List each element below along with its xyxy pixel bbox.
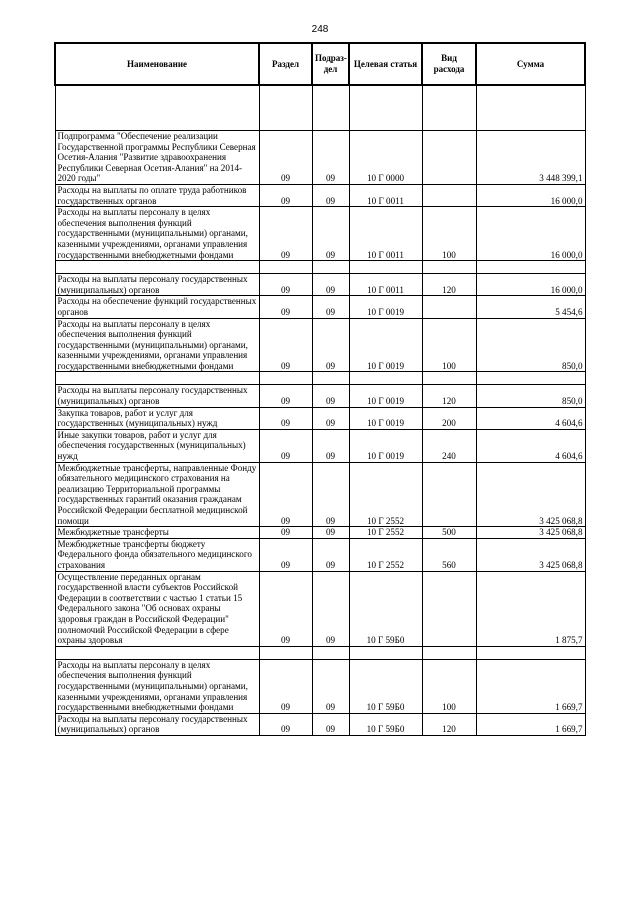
cell-kind: [422, 462, 476, 527]
cell-kind: 200: [422, 407, 476, 429]
cell-section: 09: [259, 184, 312, 206]
spacer-cell: [422, 261, 476, 274]
budget-table: [54, 42, 586, 736]
cell-kind: 240: [422, 429, 476, 462]
cell-subsection: 09: [312, 462, 349, 527]
spacer-cell: [422, 646, 476, 659]
spacer-cell: [422, 85, 476, 131]
cell-target: 10 Г 59Б0: [349, 659, 422, 713]
table-row: [55, 385, 585, 407]
cell-name: Расходы на обеспечение функций государственных органов: [55, 296, 259, 318]
cell-target: 10 Г 2552: [349, 462, 422, 527]
cell-kind: [422, 131, 476, 185]
spacer-cell: [312, 646, 349, 659]
cell-kind: 100: [422, 659, 476, 713]
page-number: 248: [311, 24, 329, 35]
cell-subsection: 09: [312, 538, 349, 571]
cell-name: Межбюджетные трансферты: [55, 527, 259, 539]
cell-sum: 3 425 068,8: [476, 527, 585, 539]
cell-section: 09: [259, 296, 312, 318]
header-section: Раздел: [259, 43, 312, 85]
cell-sum: 3 425 068,8: [476, 538, 585, 571]
table-row: [55, 184, 585, 206]
cell-name: Расходы на выплаты персоналу в целях обеспечения выполнения функций государственными (муниципальными) органами, казенными учреждениями, органами управления государственными внебюджетными фондами: [55, 659, 259, 713]
cell-sum: 3 448 399,1: [476, 131, 585, 185]
cell-section: 09: [259, 538, 312, 571]
cell-target: 10 Г 59Б0: [349, 571, 422, 646]
header-name: Наименование: [55, 43, 259, 85]
cell-target: 10 Г 0019: [349, 429, 422, 462]
cell-subsection: 09: [312, 407, 349, 429]
spacer-cell: [312, 261, 349, 274]
spacer-cell: [259, 85, 312, 131]
cell-target: 10 Г 2552: [349, 538, 422, 571]
table-body: [55, 85, 585, 735]
cell-target: 10 Г 0011: [349, 184, 422, 206]
header-subsection: Подраз-дел: [312, 43, 349, 85]
spacer-cell: [259, 646, 312, 659]
spacer-cell: [55, 85, 259, 131]
cell-sum: 1 875,7: [476, 571, 585, 646]
spacer-cell: [55, 261, 259, 274]
cell-target: 10 Г 0019: [349, 385, 422, 407]
cell-sum: 16 000,0: [476, 184, 585, 206]
cell-target: 10 Г 0011: [349, 207, 422, 261]
cell-kind: [422, 184, 476, 206]
cell-subsection: 09: [312, 527, 349, 539]
cell-kind: 120: [422, 385, 476, 407]
cell-sum: 4 604,6: [476, 407, 585, 429]
cell-target: 10 Г 59Б0: [349, 713, 422, 735]
cell-name: Межбюджетные трансферты, направленные Фонду обязательного медицинского страхования на реализацию Территориальной программы государственных гарантий оказания гражданам Российской Федерации бесплатной медицинской помощи: [55, 462, 259, 527]
cell-subsection: 09: [312, 713, 349, 735]
table-row: [55, 318, 585, 372]
header-sum: Сумма: [476, 43, 585, 85]
cell-subsection: 09: [312, 571, 349, 646]
cell-section: 09: [259, 713, 312, 735]
cell-section: 09: [259, 462, 312, 527]
table-row: [55, 429, 585, 462]
cell-section: 09: [259, 527, 312, 539]
cell-subsection: 09: [312, 429, 349, 462]
spacer-cell: [349, 646, 422, 659]
spacer-cell: [312, 372, 349, 385]
header-target: Целевая статья: [349, 43, 422, 85]
cell-name: Расходы на выплаты персоналу в целях обеспечения выполнения функций государственными (муниципальными) органами, казенными учреждениями, органами управления государственными внебюджетными фондами: [55, 207, 259, 261]
cell-kind: [422, 296, 476, 318]
cell-sum: 3 425 068,8: [476, 462, 585, 527]
table-row: [55, 659, 585, 713]
spacer-cell: [349, 261, 422, 274]
spacer-cell: [349, 372, 422, 385]
cell-name: Осуществление переданных органам государственной власти субъектов Российской Федерации в соответствии с частью 1 статьи 15 Федерального закона "Об основах охраны здоровья граждан в Российской Федерации" полномочий Российской Федерации в сфере охраны здоровья: [55, 571, 259, 646]
cell-subsection: 09: [312, 274, 349, 296]
cell-section: 09: [259, 131, 312, 185]
cell-name: Расходы на выплаты по оплате труда работников государственных органов: [55, 184, 259, 206]
cell-name: Расходы на выплаты персоналу государственных (муниципальных) органов: [55, 713, 259, 735]
cell-sum: 4 604,6: [476, 429, 585, 462]
header-kind: Вид расхода: [422, 43, 476, 85]
cell-subsection: 09: [312, 659, 349, 713]
cell-name: Расходы на выплаты персоналу в целях обеспечения выполнения функций государственными (муниципальными) органами, казенными учреждениями, органами управления государственными внебюджетными фондами: [55, 318, 259, 372]
spacer-cell: [476, 646, 585, 659]
cell-section: 09: [259, 407, 312, 429]
cell-kind: 100: [422, 318, 476, 372]
spacer-cell: [259, 261, 312, 274]
table-row: [55, 713, 585, 735]
cell-subsection: 09: [312, 318, 349, 372]
cell-subsection: 09: [312, 296, 349, 318]
spacer-cell: [476, 372, 585, 385]
cell-section: 09: [259, 385, 312, 407]
cell-target: 10 Г 0019: [349, 318, 422, 372]
cell-sum: 1 669,7: [476, 713, 585, 735]
cell-target: 10 Г 0019: [349, 407, 422, 429]
table-row: [55, 296, 585, 318]
cell-kind: 560: [422, 538, 476, 571]
spacer-cell: [259, 372, 312, 385]
cell-sum: 5 454,6: [476, 296, 585, 318]
cell-subsection: 09: [312, 184, 349, 206]
cell-target: 10 Г 0019: [349, 296, 422, 318]
spacer-cell: [312, 85, 349, 131]
spacer-cell: [422, 372, 476, 385]
cell-section: 09: [259, 429, 312, 462]
cell-target: 10 Г 0000: [349, 131, 422, 185]
row-spacer: [55, 372, 585, 385]
table-row: [55, 207, 585, 261]
cell-section: 09: [259, 274, 312, 296]
spacer-cell: [55, 372, 259, 385]
cell-subsection: 09: [312, 207, 349, 261]
table-header-row: [55, 43, 585, 85]
spacer-cell: [476, 85, 585, 131]
cell-section: 09: [259, 571, 312, 646]
cell-name: Закупка товаров, работ и услуг для государственных (муниципальных) нужд: [55, 407, 259, 429]
cell-subsection: 09: [312, 131, 349, 185]
row-spacer: [55, 646, 585, 659]
table-row: [55, 571, 585, 646]
cell-sum: 1 669,7: [476, 659, 585, 713]
table-row: [55, 538, 585, 571]
cell-sum: 16 000,0: [476, 274, 585, 296]
spacer-cell: [349, 85, 422, 131]
spacer-cell: [476, 261, 585, 274]
cell-name: Расходы на выплаты персоналу государственных (муниципальных) органов: [55, 385, 259, 407]
table-row: [55, 527, 585, 539]
cell-section: 09: [259, 318, 312, 372]
cell-kind: 500: [422, 527, 476, 539]
table-row: [55, 274, 585, 296]
cell-kind: 120: [422, 713, 476, 735]
cell-kind: 120: [422, 274, 476, 296]
cell-sum: 850,0: [476, 385, 585, 407]
cell-section: 09: [259, 659, 312, 713]
cell-target: 10 Г 0011: [349, 274, 422, 296]
cell-name: Подпрограмма "Обеспечение реализации Государственной программы Республики Северная Осетия-Алания "Развитие здравоохранения Республики Северная Осетия-Алания" на 2014-2020 годы": [55, 131, 259, 185]
table-row: [55, 462, 585, 527]
row-spacer: [55, 85, 585, 131]
row-spacer: [55, 261, 585, 274]
cell-name: Иные закупки товаров, работ и услуг для обеспечения государственных (муниципальных) нужд: [55, 429, 259, 462]
cell-name: Расходы на выплаты персоналу государственных (муниципальных) органов: [55, 274, 259, 296]
table-row: [55, 131, 585, 185]
spacer-cell: [55, 646, 259, 659]
cell-section: 09: [259, 207, 312, 261]
cell-kind: 100: [422, 207, 476, 261]
cell-sum: 16 000,0: [476, 207, 585, 261]
table-row: [55, 407, 585, 429]
cell-target: 10 Г 2552: [349, 527, 422, 539]
cell-sum: 850,0: [476, 318, 585, 372]
cell-name: Межбюджетные трансферты бюджету Федерального фонда обязательного медицинского страхования: [55, 538, 259, 571]
cell-subsection: 09: [312, 385, 349, 407]
cell-kind: [422, 571, 476, 646]
